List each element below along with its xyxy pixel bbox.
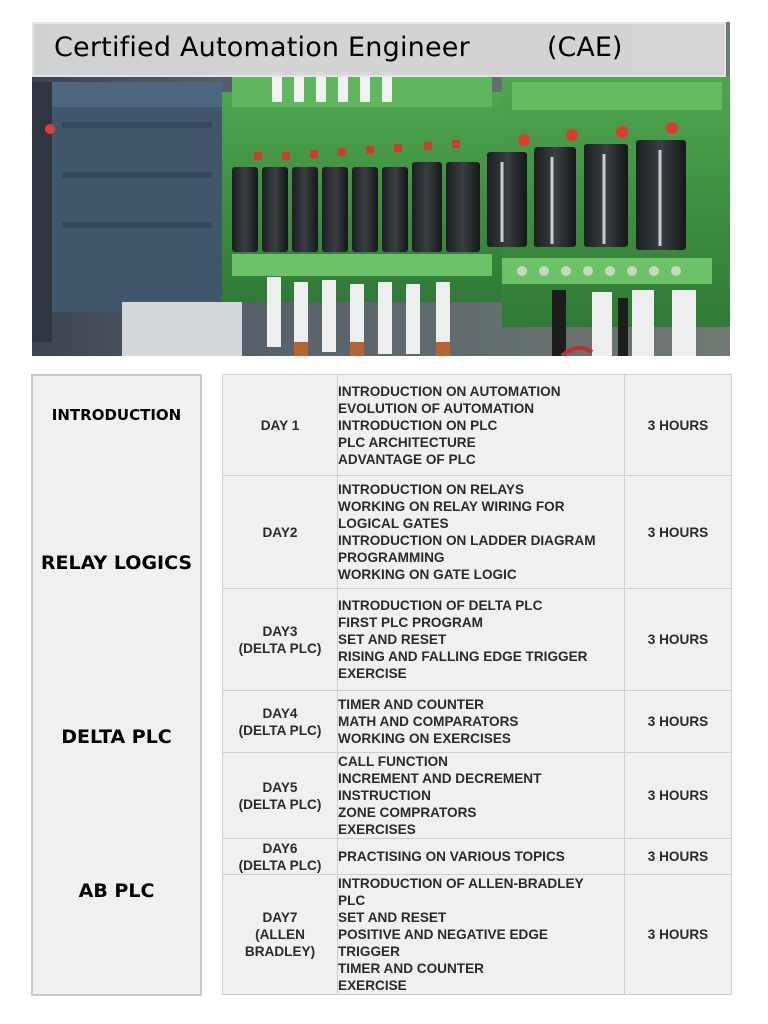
topic-line: INTRODUCTION ON PLC	[338, 417, 498, 433]
module-label-introduction: INTRODUCTION	[51, 406, 182, 424]
topics-cell	[338, 875, 625, 995]
topic-line: SET AND RESET	[338, 632, 447, 647]
schedule-row	[223, 875, 732, 995]
day-label-line: DAY4	[262, 705, 298, 721]
topics-cell	[338, 589, 625, 691]
topic-line: INSTRUCTION	[338, 788, 431, 803]
duration-cell: 3 HOURS	[625, 476, 732, 589]
topic-line: LOGICAL GATES	[338, 516, 449, 531]
day-cell	[223, 875, 338, 995]
topic-line: WORKING ON EXERCISES	[338, 731, 511, 746]
topic-line: PLC	[338, 893, 366, 908]
topic-line: TRIGGER	[338, 944, 400, 959]
topic-line: EXERCISE	[338, 666, 407, 681]
page-title: Certified Automation Engineer	[54, 32, 470, 63]
duration-cell: 3 HOURS	[625, 839, 732, 875]
duration-cell: 3 HOURS	[625, 691, 732, 753]
day-label-line: DAY6	[262, 840, 298, 856]
topic-line: PROGRAMMING	[338, 550, 445, 565]
duration-cell: 3 HOURS	[625, 875, 732, 995]
duration-cell: 3 HOURS	[625, 589, 732, 691]
day-cell	[223, 753, 338, 839]
topic-line: INTRODUCTION ON RELAYS	[338, 482, 525, 497]
schedule-row	[223, 691, 732, 753]
topics-cell	[338, 691, 625, 753]
day-label-line: DAY5	[262, 779, 298, 795]
module-column	[31, 374, 202, 996]
schedule-row	[223, 375, 732, 476]
topic-line: INTRODUCTION OF DELTA PLC	[338, 598, 543, 613]
schedule-row	[223, 839, 732, 875]
topics-cell	[338, 476, 625, 589]
day-label-line: BRADLEY)	[244, 944, 316, 959]
topic-line: EXERCISE	[338, 978, 407, 993]
day-label-line: DAY7	[262, 910, 298, 925]
topic-line: SET AND RESET	[338, 910, 447, 925]
topic-line: PLC ARCHITECTURE	[338, 434, 476, 450]
topic-line: EXERCISES	[338, 822, 416, 837]
duration-cell: 3 HOURS	[625, 375, 732, 476]
day-label-line: (DELTA PLC)	[238, 796, 322, 812]
title-bar	[32, 22, 726, 77]
topics-cell	[338, 839, 625, 875]
topic-line: ZONE COMPRATORS	[338, 805, 477, 820]
day-cell	[223, 589, 338, 691]
topic-line: TIMER AND COUNTER	[338, 697, 484, 712]
topic-line: INTRODUCTION OF ALLEN-BRADLEY	[338, 876, 584, 891]
day-label-line: (DELTA PLC)	[238, 640, 322, 656]
day-cell	[223, 375, 338, 476]
topic-line: WORKING ON GATE LOGIC	[338, 567, 517, 582]
day-label-line: DAY3	[262, 623, 298, 639]
topic-line: TIMER AND COUNTER	[338, 961, 484, 976]
duration-cell: 3 HOURS	[625, 753, 732, 839]
module-label-relay-logics: RELAY LOGICS	[40, 552, 193, 574]
topic-line: MATH AND COMPARATORS	[338, 714, 519, 729]
module-label-ab-plc: AB PLC	[78, 880, 155, 902]
topic-line: WORKING ON RELAY WIRING FOR	[338, 499, 565, 514]
topic-line: INCREMENT AND DECREMENT	[338, 771, 542, 786]
schedule-table	[222, 374, 732, 995]
schedule-row	[223, 753, 732, 839]
day-label-line: (DELTA PLC)	[238, 722, 322, 738]
page-title-abbreviation: (CAE)	[547, 32, 623, 63]
topic-line: INTRODUCTION ON LADDER DIAGRAM	[338, 533, 596, 548]
day-label-line: DAY 1	[260, 417, 300, 433]
header-banner	[32, 22, 730, 356]
topic-line: EVOLUTION OF AUTOMATION	[338, 400, 535, 416]
module-label-delta-plc: DELTA PLC	[61, 726, 172, 748]
topic-line: RISING AND FALLING EDGE TRIGGER	[338, 649, 588, 664]
schedule-row	[223, 589, 732, 691]
topic-line: ADVANTAGE OF PLC	[338, 451, 476, 467]
topic-line: FIRST PLC PROGRAM	[338, 615, 483, 630]
topic-line: INTRODUCTION ON AUTOMATION	[338, 383, 561, 399]
day-cell	[223, 839, 338, 875]
topic-line: POSITIVE AND NEGATIVE EDGE	[338, 927, 548, 942]
day-cell	[223, 476, 338, 589]
topic-line: CALL FUNCTION	[338, 754, 448, 769]
topics-cell	[338, 375, 625, 476]
day-label-line: DAY2	[262, 524, 298, 540]
day-cell	[223, 691, 338, 753]
schedule-row	[223, 476, 732, 589]
day-label-line: (DELTA PLC)	[238, 857, 322, 873]
day-label-line: (ALLEN	[255, 927, 305, 942]
topics-cell	[338, 753, 625, 839]
topic-line: PRACTISING ON VARIOUS TOPICS	[338, 849, 565, 864]
